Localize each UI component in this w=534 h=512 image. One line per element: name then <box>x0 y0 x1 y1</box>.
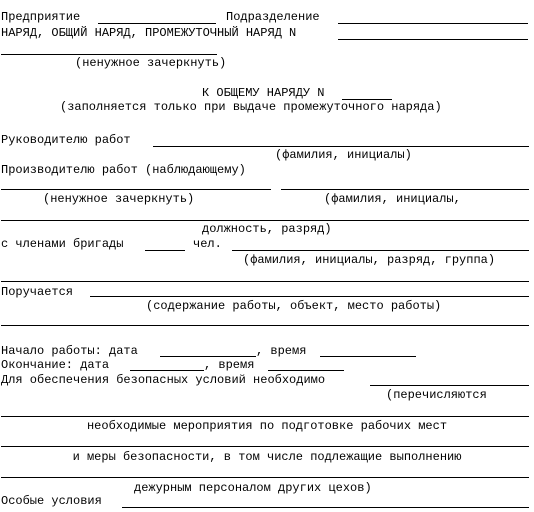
general-order-ref: К ОБЩЕМУ НАРЯДУ N <box>202 86 325 100</box>
work-content-note: (содержание работы, объект, место работы) <box>146 299 442 313</box>
safety-line-3[interactable] <box>1 446 529 447</box>
intermediate-note: (заполняется только при выдаче промежуточного наряда) <box>60 100 442 114</box>
position-grade-note: должность, разряд) <box>202 222 332 236</box>
end-time-field[interactable] <box>268 370 344 371</box>
assigned-extra-line[interactable] <box>1 325 529 326</box>
list-note-1: (перечисляются <box>386 388 487 402</box>
brigade-count-field[interactable] <box>145 250 185 251</box>
brigade-members-field[interactable] <box>232 250 529 251</box>
work-producer-field-2[interactable] <box>281 189 529 190</box>
brigade-extra-line[interactable] <box>1 281 529 282</box>
end-date-field[interactable] <box>130 370 204 371</box>
assigned-field[interactable] <box>90 296 529 297</box>
list-note-2: необходимые мероприятия по подготовке рабочих мест <box>86 419 448 433</box>
brigade-note: (фамилия, инициалы, разряд, группа) <box>243 253 496 267</box>
safety-field[interactable] <box>370 385 529 386</box>
order-number-field[interactable] <box>338 39 528 40</box>
work-manager-label: Руководителю работ <box>1 133 131 147</box>
persons-label: чел. <box>193 237 222 251</box>
end-label: Окончание: дата <box>1 358 110 372</box>
work-producer-field-1[interactable] <box>1 189 271 190</box>
division-field[interactable] <box>338 23 528 24</box>
division-label: Подразделение <box>226 10 320 24</box>
name-initials-note-2: (фамилия, инициалы, <box>324 192 461 206</box>
start-time-label: , время <box>256 344 307 358</box>
special-conditions-field[interactable] <box>122 507 529 508</box>
special-conditions-label: Особые условия <box>1 494 102 508</box>
safety-line-4[interactable] <box>1 477 529 478</box>
strike-note-1: (ненужное зачеркнуть) <box>75 56 227 70</box>
start-label: Начало работы: дата <box>1 344 138 358</box>
work-manager-field[interactable] <box>153 146 529 147</box>
list-note-3: и меры безопасности, в том числе подлежащие выполнению <box>72 450 462 464</box>
start-date-field[interactable] <box>160 356 256 357</box>
order-type-field[interactable] <box>1 54 217 55</box>
brigade-members-label: с членами бригады <box>1 237 124 251</box>
safety-label: Для обеспечения безопасных условий необходимо <box>1 373 326 387</box>
assigned-label: Поручается <box>1 285 74 299</box>
enterprise-field[interactable] <box>98 23 216 24</box>
order-title: НАРЯД, ОБЩИЙ НАРЯД, ПРОМЕЖУТОЧНЫЙ НАРЯД N <box>1 26 297 40</box>
name-initials-note-1: (фамилия, инициалы) <box>275 148 412 162</box>
work-producer-label: Производителю работ (наблюдающему) <box>1 163 246 177</box>
safety-line-2[interactable] <box>1 416 529 417</box>
start-time-field[interactable] <box>320 356 416 357</box>
strike-note-2: (ненужное зачеркнуть) <box>43 192 195 206</box>
list-note-4: дежурным персоналом других цехов) <box>134 481 372 495</box>
end-time-label: , время <box>204 358 255 372</box>
position-grade-field[interactable] <box>1 220 529 221</box>
enterprise-label: Предприятие <box>1 10 81 24</box>
